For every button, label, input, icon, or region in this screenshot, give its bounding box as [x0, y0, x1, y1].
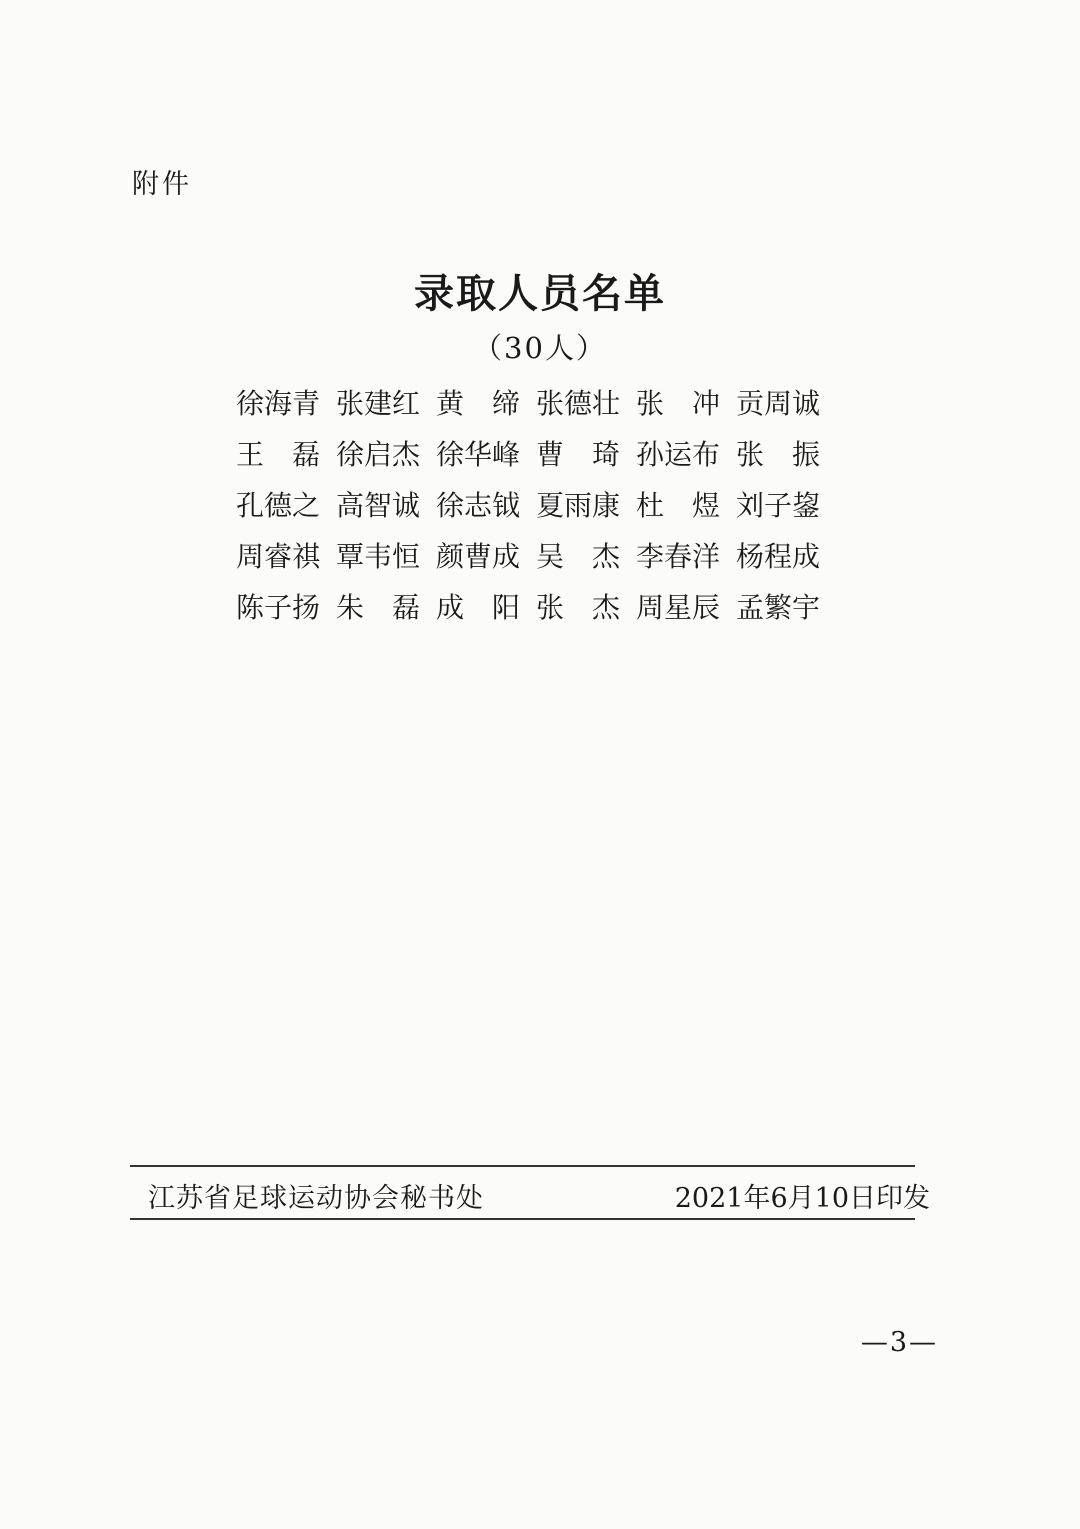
name-entry: 周睿祺: [236, 539, 321, 573]
name-entry: 孙运布: [636, 437, 721, 471]
name-row: [236, 580, 836, 631]
name-list: [236, 376, 836, 631]
footer-bottom-rule: [130, 1218, 915, 1220]
document-title: 录取人员名单: [414, 270, 666, 317]
name-entry: 徐启杰: [336, 437, 421, 471]
name-row: [236, 427, 836, 478]
name-entry: 陈子扬: [236, 590, 321, 624]
name-row: [236, 478, 836, 529]
footer-organization: 江苏省足球运动协会秘书处: [148, 1183, 484, 1214]
name-entry: 张 杰: [536, 590, 621, 624]
name-entry: 吴 杰: [536, 539, 621, 573]
name-entry: 孔德之: [236, 488, 321, 522]
name-entry: 张 冲: [636, 386, 721, 420]
name-entry: 孟繁宇: [736, 590, 821, 624]
name-entry: 徐华峰: [436, 437, 521, 471]
name-entry: 曹 琦: [536, 437, 621, 471]
name-entry: 刘子鋆: [736, 488, 821, 522]
name-entry: 成 阳: [436, 590, 521, 624]
name-entry: 李春洋: [636, 539, 721, 573]
name-entry: 覃韦恒: [336, 539, 421, 573]
name-entry: 黄 缔: [436, 386, 521, 420]
name-entry: 高智诚: [336, 488, 421, 522]
name-entry: 徐海青: [236, 386, 321, 420]
name-entry: 夏雨康: [536, 488, 621, 522]
name-entry: 朱 磊: [336, 590, 421, 624]
name-entry: 贡周诚: [736, 386, 821, 420]
name-entry: 徐志钺: [436, 488, 521, 522]
attachment-label: 附件: [132, 169, 192, 200]
name-entry: 张 振: [736, 437, 821, 471]
name-entry: 杜 煜: [636, 488, 721, 522]
name-entry: 王 磊: [236, 437, 321, 471]
page-number: —3—: [860, 1327, 938, 1358]
footer-issue-date: 2021年6月10日印发: [674, 1183, 930, 1214]
name-entry: 张德壮: [536, 386, 621, 420]
footer-top-rule: [130, 1165, 915, 1167]
name-entry: 杨程成: [736, 539, 821, 573]
name-entry: 张建红: [336, 386, 421, 420]
name-row: [236, 529, 836, 580]
name-entry: 颜曹成: [436, 539, 521, 573]
name-entry: 周星辰: [636, 590, 721, 624]
headcount: （30人）: [473, 331, 607, 365]
name-row: [236, 376, 836, 427]
